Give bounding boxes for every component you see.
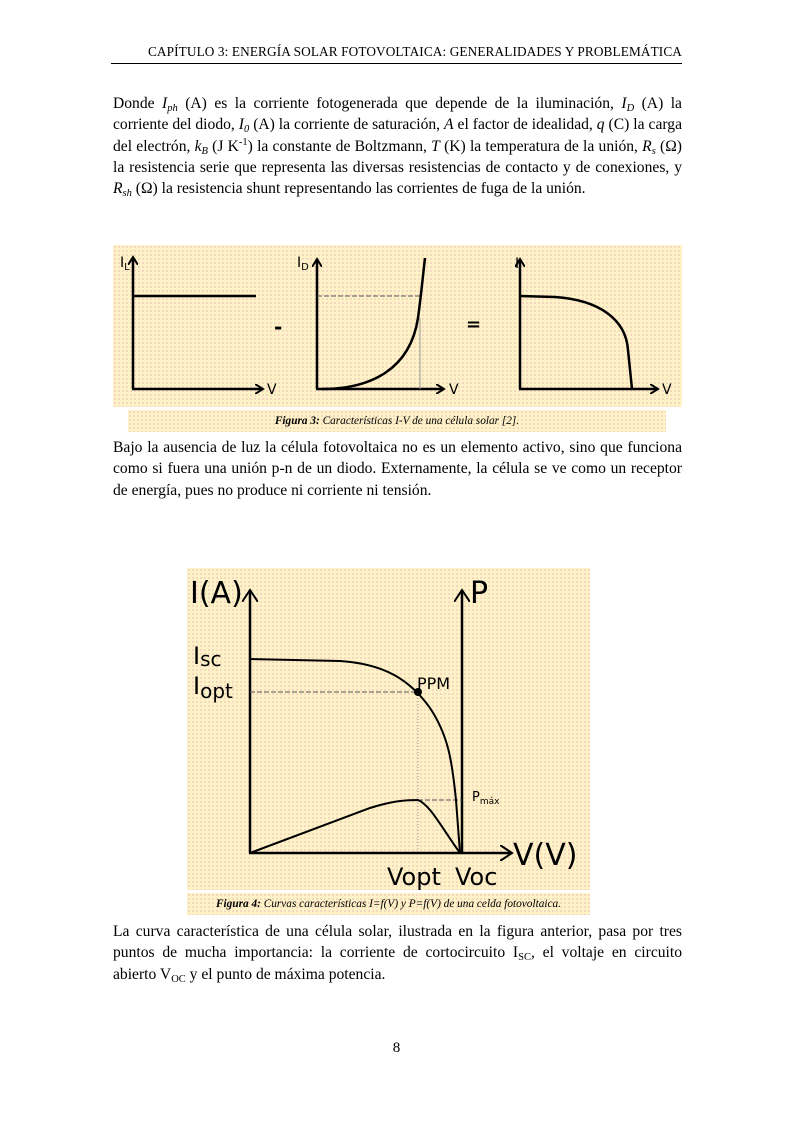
text-segment: Bajo la ausencia de luz la célula fotovoltaica no es un elemento activo, sino que funciona como si fuera una unión p-n de un diodo. Externamente, la célula se ve como un receptor de energía, pues no produce ni corriente ni tensión. — [113, 439, 682, 499]
caption-text: Curvas características I=f(V) y P=f(V) de una celda fotovoltaica. — [260, 898, 561, 910]
text-segment: , el voltaje en circuito abierto V — [113, 944, 682, 983]
text-segment: B — [201, 145, 208, 157]
figure-3-caption — [128, 410, 666, 432]
diode-curve — [322, 258, 425, 389]
text-segment: -1 — [238, 136, 248, 148]
text-segment: y el punto de máxima potencia. — [185, 965, 386, 983]
running-header: CAPÍTULO 3: ENERGÍA SOLAR FOTOVOLTAICA: GENERALIDADES Y PROBLEMÁTICA — [147, 44, 682, 59]
iopt-label: Iopt — [193, 672, 233, 703]
paragraph-definitions — [113, 79, 682, 199]
text-segment: ph — [167, 103, 178, 114]
text-segment: sh — [122, 188, 132, 200]
text-segment: (A) es la corriente fotogenerada que depende de la iluminación, — [177, 95, 622, 112]
text-segment: I — [238, 116, 244, 134]
x-axis-label: V — [267, 382, 277, 398]
caption-text: Características I-V de una célula solar [2]. — [319, 415, 520, 427]
pmax-label: $P_{máx}$ — [472, 790, 500, 807]
voc-label: Voc — [455, 863, 498, 890]
current-axis-label: I(A) — [190, 576, 243, 611]
text-segment: (C) la carga del electrón, — [113, 116, 683, 155]
minus-sign: - — [274, 315, 283, 339]
text-segment: el factor de idealidad, — [453, 116, 597, 134]
text-segment: (Ω) la resistencia shunt representando las corrientes de fuga de la unión. — [131, 180, 586, 198]
text-segment: D — [626, 103, 635, 114]
equals-sign: = — [466, 314, 482, 335]
paragraph-characteristic-points — [113, 921, 682, 985]
panel-photocurrent — [120, 255, 277, 398]
figure-4-diagram — [187, 568, 590, 890]
text-segment: s — [651, 145, 656, 157]
text-segment: I — [621, 95, 627, 112]
isc-label: Isc — [193, 642, 222, 671]
power-axis-label: P — [470, 576, 489, 611]
text-segment: Donde — [113, 95, 163, 112]
text-segment: (K) la temperatura de la unión, — [439, 137, 643, 155]
text-segment: A — [444, 116, 454, 134]
text-segment: (A) la corriente de saturación, — [249, 116, 445, 134]
text-segment: 0 — [243, 124, 250, 136]
paragraph-darkness — [113, 437, 682, 501]
x-axis-label: V — [662, 382, 672, 398]
text-segment: q — [596, 116, 605, 134]
page-number: 8 — [392, 1040, 401, 1056]
iv-curve — [520, 296, 632, 389]
text-segment: ) la constante de Boltzmann, — [247, 137, 432, 155]
figure-4 — [187, 568, 590, 890]
panel-diode-current — [297, 255, 459, 398]
text-segment: (Ω) la resistencia serie que representa las diversas resistencias de contacto y de conexiones, y — [113, 137, 682, 176]
header-rule — [111, 63, 682, 64]
figure-3 — [113, 245, 682, 407]
text-segment: (A) la corriente del diodo, — [113, 95, 682, 134]
text-segment: La curva característica de una célula solar, ilustrada en la figura anterior, pasa por tres puntos de mucha importancia: la corriente de cortocircuito I — [113, 923, 682, 962]
panel-cell-current — [515, 256, 672, 398]
pv-curve — [250, 800, 460, 853]
x-axis-label: V — [449, 382, 459, 398]
text-segment: SC — [518, 952, 531, 964]
vopt-label: Vopt — [387, 863, 441, 890]
text-segment: R — [642, 137, 652, 155]
text-segment: OC — [171, 973, 186, 985]
text-segment: I — [162, 95, 168, 112]
text-segment: k — [194, 137, 202, 155]
caption-label: Figura 4: — [216, 898, 261, 910]
caption-label: Figura 3: — [274, 415, 320, 427]
text-segment: (J K — [207, 137, 239, 155]
figure-4-caption — [187, 893, 590, 915]
figure-3-diagram — [113, 245, 682, 407]
text-segment: T — [431, 137, 440, 155]
text-segment: R — [113, 180, 123, 198]
ppm-label: PPM — [417, 674, 451, 693]
voltage-axis-label: V(V) — [513, 838, 578, 873]
y-axis-label: I — [515, 256, 520, 272]
y-axis-label: $I_D$ — [297, 255, 309, 273]
y-axis-label: $I_L$ — [120, 255, 130, 273]
